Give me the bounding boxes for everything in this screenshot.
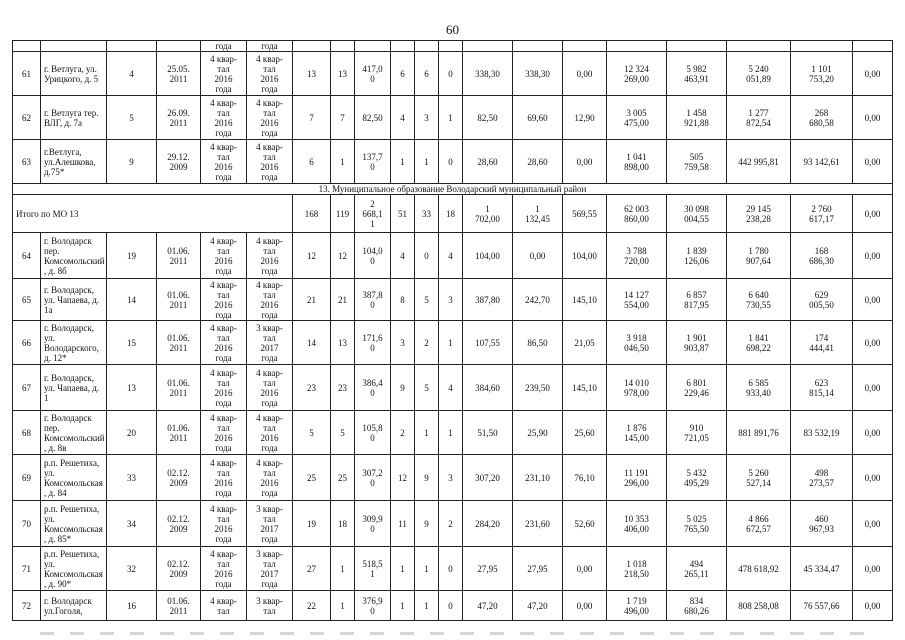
table-row — [13, 140, 893, 184]
cell: 4 квар- тал 2016 года — [201, 411, 247, 455]
cell: 4 квар- тал 2016 года — [247, 279, 293, 321]
cell: 0,00 — [853, 591, 893, 621]
total-cell: 569,55 — [563, 195, 607, 233]
cell: 14 127 554,00 — [607, 279, 667, 321]
cell: 21 — [331, 279, 355, 321]
cell: 01.06. 2011 — [157, 591, 201, 621]
cell: 1 876 145,00 — [607, 411, 667, 455]
total-cell: 1 702,00 — [463, 195, 513, 233]
cell: 82,50 — [463, 96, 513, 140]
cell: 27,95 — [463, 547, 513, 591]
cell: 1 — [439, 96, 463, 140]
cell: 21 — [293, 279, 331, 321]
page-number: 60 — [446, 22, 459, 37]
cell: 6 — [391, 52, 415, 96]
address-cell: г. Ветлуга, ул. Урицкого, д. 5 — [41, 52, 107, 96]
cell: 45 334,47 — [791, 547, 853, 591]
cell: 0 — [439, 52, 463, 96]
cell: 3 квар- тал 2017 года — [247, 501, 293, 547]
cell: 7 — [293, 96, 331, 140]
cell: 14 010 978,00 — [607, 365, 667, 411]
cell: 34 — [107, 501, 157, 547]
cell: 518,5 1 — [355, 547, 391, 591]
cell: 4 квар- тал 2016 года — [247, 96, 293, 140]
cell: 1 — [439, 321, 463, 365]
cell: 5 — [293, 411, 331, 455]
cell: 29.12. 2009 — [157, 140, 201, 184]
cell: 0,00 — [853, 52, 893, 96]
cell: 4 квар- тал 2016 года — [201, 365, 247, 411]
cell: 93 142,61 — [791, 140, 853, 184]
cell: 1 — [415, 547, 439, 591]
cell: 386,4 0 — [355, 365, 391, 411]
cell: года — [247, 41, 293, 52]
cell: 1 041 898,00 — [607, 140, 667, 184]
cell: 387,8 0 — [355, 279, 391, 321]
cell: 0,00 — [853, 279, 893, 321]
address-cell: г. Ветлуга тер. ВЛГ, д. 7а — [41, 96, 107, 140]
cell: 5 240 051,89 — [727, 52, 791, 96]
cell: 33 — [107, 455, 157, 501]
cell: 22 — [293, 591, 331, 621]
row-number-cell: 71 — [13, 547, 41, 591]
cell: 3 918 046,50 — [607, 321, 667, 365]
cell: 0,00 — [513, 233, 563, 279]
cell: 338,30 — [513, 52, 563, 96]
cell: 1 — [415, 411, 439, 455]
cell: 6 801 229,46 — [667, 365, 727, 411]
cell: 387,80 — [463, 279, 513, 321]
cell: 4 квар- тал 2016 года — [247, 455, 293, 501]
cell: 0,00 — [563, 591, 607, 621]
cell: 105,8 0 — [355, 411, 391, 455]
cell: 28,60 — [463, 140, 513, 184]
cell: 0,00 — [563, 52, 607, 96]
cell: 9 — [415, 455, 439, 501]
cell: 12 — [391, 455, 415, 501]
cell: 231,10 — [513, 455, 563, 501]
cell: 1 — [415, 591, 439, 621]
cell: 27 — [293, 547, 331, 591]
cell: 12 — [293, 233, 331, 279]
cell: 13 — [331, 321, 355, 365]
cell: 1 018 218,50 — [607, 547, 667, 591]
cell: 8 — [391, 279, 415, 321]
cell: 3 квар- тал 2017 года — [247, 321, 293, 365]
cell: 2 — [415, 321, 439, 365]
cell: 6 640 730,55 — [727, 279, 791, 321]
cell: 629 005,50 — [791, 279, 853, 321]
cell: 25,60 — [563, 411, 607, 455]
cell: 137,7 0 — [355, 140, 391, 184]
cell: 4 квар- тал 2016 года — [201, 455, 247, 501]
cell: 25 — [293, 455, 331, 501]
cell: 6 857 817,95 — [667, 279, 727, 321]
total-cell: 2 760 617,17 — [791, 195, 853, 233]
address-cell: р.п. Решетиха, ул. Комсомольская, д. 90* — [41, 547, 107, 591]
cell: 01.06. 2011 — [157, 365, 201, 411]
cell: 384,60 — [463, 365, 513, 411]
cell: 52,60 — [563, 501, 607, 547]
cell: 505 759,58 — [667, 140, 727, 184]
cell: 4 — [107, 52, 157, 96]
cell: 4 квар- тал 2016 года — [201, 140, 247, 184]
cell: 12,90 — [563, 96, 607, 140]
cell: 2 — [439, 501, 463, 547]
cell: 307,20 — [463, 455, 513, 501]
cell: 69,60 — [513, 96, 563, 140]
cell: 910 721,05 — [667, 411, 727, 455]
cell: 145,10 — [563, 365, 607, 411]
cell: 0,00 — [853, 233, 893, 279]
total-cell: 2 668,1 1 — [355, 195, 391, 233]
cell: 4 — [391, 96, 415, 140]
cell: 0 — [439, 547, 463, 591]
cell: 76 557,66 — [791, 591, 853, 621]
cell: 83 532,19 — [791, 411, 853, 455]
total-row — [13, 195, 893, 233]
cell: 47,20 — [463, 591, 513, 621]
cell: 242,70 — [513, 279, 563, 321]
cell: 4 квар- тал 2016 года — [201, 501, 247, 547]
cell: 4 — [439, 365, 463, 411]
cell: 5 260 527,14 — [727, 455, 791, 501]
row-number-cell: 65 — [13, 279, 41, 321]
table-row — [13, 411, 893, 455]
row-number-cell: 64 — [13, 233, 41, 279]
cell: 4 квар- тал 2016 года — [201, 52, 247, 96]
cell: 18 — [331, 501, 355, 547]
cell: 5 982 463,91 — [667, 52, 727, 96]
table-row — [13, 455, 893, 501]
cell: 4 квар- тал 2016 года — [247, 233, 293, 279]
cell: 2 — [391, 411, 415, 455]
cell: 3 — [391, 321, 415, 365]
address-cell: г. Володарск, ул. Володарского, д. 12* — [41, 321, 107, 365]
cell: 19 — [107, 233, 157, 279]
cell: года — [201, 41, 247, 52]
cell: 104,0 0 — [355, 233, 391, 279]
cell: 4 866 672,57 — [727, 501, 791, 547]
cell: 4 квар- тал — [201, 591, 247, 621]
cell: 0,00 — [853, 365, 893, 411]
cell: 0,00 — [853, 455, 893, 501]
cell: 107,55 — [463, 321, 513, 365]
cell: 0,00 — [853, 547, 893, 591]
cell: 0,00 — [853, 501, 893, 547]
cell: 1 458 921,88 — [667, 96, 727, 140]
row-number-cell: 63 — [13, 140, 41, 184]
cell: 9 — [391, 365, 415, 411]
cell: 3 — [415, 96, 439, 140]
cell: 01.06. 2011 — [157, 279, 201, 321]
cell: 1 — [391, 591, 415, 621]
table-row — [13, 501, 893, 547]
row-number-cell: 62 — [13, 96, 41, 140]
cell: 5 — [107, 96, 157, 140]
cell: 23 — [293, 365, 331, 411]
cell: 9 — [415, 501, 439, 547]
total-cell: 30 098 004,55 — [667, 195, 727, 233]
cell: 20 — [107, 411, 157, 455]
cell: 442 995,81 — [727, 140, 791, 184]
cell: 0 — [439, 591, 463, 621]
table-row — [13, 321, 893, 365]
cell: 1 901 903,87 — [667, 321, 727, 365]
cell: 1 — [415, 140, 439, 184]
address-cell: г. Володарск, ул. Чапаева, д. 1а — [41, 279, 107, 321]
address-cell: г. Володарск ул.Гоголя, — [41, 591, 107, 621]
cell: 4 — [391, 233, 415, 279]
cell: 3 — [439, 279, 463, 321]
cell: 168 686,30 — [791, 233, 853, 279]
cell: 86,50 — [513, 321, 563, 365]
cell: 4 квар- тал 2016 года — [247, 411, 293, 455]
cell: 0 — [415, 233, 439, 279]
cell: 494 265,11 — [667, 547, 727, 591]
cell: 6 — [415, 52, 439, 96]
table-row-partial — [13, 41, 893, 52]
cell: 12 — [331, 233, 355, 279]
cell: 02.12. 2009 — [157, 501, 201, 547]
cell: 338,30 — [463, 52, 513, 96]
cell: 231,60 — [513, 501, 563, 547]
cell: 0,00 — [853, 321, 893, 365]
cell: 21,05 — [563, 321, 607, 365]
cell: 6 — [293, 140, 331, 184]
cell: 376,9 0 — [355, 591, 391, 621]
cell: 7 — [331, 96, 355, 140]
cell: 16 — [107, 591, 157, 621]
cell: 460 967,93 — [791, 501, 853, 547]
cell: 0,00 — [853, 411, 893, 455]
cell: 19 — [293, 501, 331, 547]
cell: 268 680,58 — [791, 96, 853, 140]
cell: 14 — [107, 279, 157, 321]
cell: 4 квар- тал 2016 года — [247, 365, 293, 411]
cell: 0 — [439, 140, 463, 184]
cell: 4 квар- тал 2016 года — [201, 321, 247, 365]
cell: 11 — [391, 501, 415, 547]
cell: 3 788 720,00 — [607, 233, 667, 279]
cell: 13 — [331, 52, 355, 96]
address-cell: р.п. Решетиха, ул. Комсомольская, д. 85* — [41, 501, 107, 547]
scan-artifact — [40, 632, 880, 635]
cell: 13 — [107, 365, 157, 411]
total-label: Итого по МО 13 — [13, 195, 293, 233]
cell: 174 444,41 — [791, 321, 853, 365]
cell: 498 273,57 — [791, 455, 853, 501]
cell: 4 квар- тал 2016 года — [247, 140, 293, 184]
cell: 0,00 — [853, 140, 893, 184]
total-cell: 18 — [439, 195, 463, 233]
cell: 1 841 698,22 — [727, 321, 791, 365]
row-number-cell: 70 — [13, 501, 41, 547]
cell: 239,50 — [513, 365, 563, 411]
address-cell: г. Володарск, ул. Чапаева, д. 1 — [41, 365, 107, 411]
cell: 881 891,76 — [727, 411, 791, 455]
cell: 3 квар- тал 2017 года — [247, 547, 293, 591]
cell: 1 — [391, 547, 415, 591]
total-cell: 168 — [293, 195, 331, 233]
table-row — [13, 591, 893, 621]
cell: 5 — [331, 411, 355, 455]
cell: 171,6 0 — [355, 321, 391, 365]
cell: 11 191 296,00 — [607, 455, 667, 501]
cell: 3 — [439, 455, 463, 501]
cell: 104,00 — [563, 233, 607, 279]
cell: 3 квар- тал — [247, 591, 293, 621]
table-row — [13, 96, 893, 140]
address-cell: г. Володарск пер. Комсомольский, д. 8в — [41, 411, 107, 455]
cell: 4 квар- тал 2016 года — [201, 279, 247, 321]
cell: 27,95 — [513, 547, 563, 591]
cell: 0,00 — [853, 96, 893, 140]
total-cell: 119 — [331, 195, 355, 233]
cell: 4 — [439, 233, 463, 279]
cell: 145,10 — [563, 279, 607, 321]
cell: 4 квар- тал 2016 года — [201, 233, 247, 279]
cell: 1 — [439, 411, 463, 455]
cell: 0,00 — [563, 547, 607, 591]
cell: 15 — [107, 321, 157, 365]
cell: 1 101 753,20 — [791, 52, 853, 96]
cell: 1 — [331, 547, 355, 591]
table-row — [13, 365, 893, 411]
table-row — [13, 233, 893, 279]
cell: 1 277 872,54 — [727, 96, 791, 140]
cell: 14 — [293, 321, 331, 365]
row-number-cell: 66 — [13, 321, 41, 365]
cell: 1 — [331, 591, 355, 621]
total-cell: 62 003 860,00 — [607, 195, 667, 233]
total-cell: 33 — [415, 195, 439, 233]
cell: 01.06. 2011 — [157, 321, 201, 365]
row-number-cell: 67 — [13, 365, 41, 411]
table-row — [13, 279, 893, 321]
cell: 5 — [415, 365, 439, 411]
address-cell: г.Ветлуга, ул.Алешкова, д.75* — [41, 140, 107, 184]
cell: 6 585 933,40 — [727, 365, 791, 411]
cell: 01.06. 2011 — [157, 411, 201, 455]
cell: 32 — [107, 547, 157, 591]
cell: 25.05. 2011 — [157, 52, 201, 96]
cell: 28,60 — [513, 140, 563, 184]
cell: 1 839 126,06 — [667, 233, 727, 279]
address-cell: г. Володарск пер. Комсомольский, д. 8б — [41, 233, 107, 279]
cell: 76,10 — [563, 455, 607, 501]
cell: 25 — [331, 455, 355, 501]
cell: 0,00 — [563, 140, 607, 184]
cell: 1 — [331, 140, 355, 184]
total-cell: 29 145 238,28 — [727, 195, 791, 233]
cell: 9 — [107, 140, 157, 184]
cell: 12 324 269,00 — [607, 52, 667, 96]
cell: 02.12. 2009 — [157, 455, 201, 501]
cell: 23 — [331, 365, 355, 411]
cell: 417,0 0 — [355, 52, 391, 96]
address-cell: р.п. Решетиха, ул. Комсомольская, д. 84 — [41, 455, 107, 501]
cell: 4 квар- тал 2016 года — [201, 96, 247, 140]
table-row — [13, 547, 893, 591]
row-number-cell: 69 — [13, 455, 41, 501]
cell: 01.06. 2011 — [157, 233, 201, 279]
cell: 104,00 — [463, 233, 513, 279]
housing-program-table — [12, 40, 893, 621]
cell: 1 — [391, 140, 415, 184]
cell: 26.09. 2011 — [157, 96, 201, 140]
cell: 834 680,26 — [667, 591, 727, 621]
cell: 4 квар- тал 2016 года — [201, 547, 247, 591]
cell: 808 258,08 — [727, 591, 791, 621]
section-header-row — [13, 184, 893, 195]
cell: 4 квар- тал 2016 года — [247, 52, 293, 96]
cell: 5 432 495,29 — [667, 455, 727, 501]
row-number-cell: 68 — [13, 411, 41, 455]
total-cell: 51 — [391, 195, 415, 233]
total-cell: 1 132,45 — [513, 195, 563, 233]
cell: 309,9 0 — [355, 501, 391, 547]
cell: 623 815,14 — [791, 365, 853, 411]
cell: 10 353 406,00 — [607, 501, 667, 547]
cell: 5 025 765,50 — [667, 501, 727, 547]
cell: 47,20 — [513, 591, 563, 621]
section-title: 13. Муниципальное образование Володарский муниципальный район — [13, 184, 893, 195]
row-number-cell: 72 — [13, 591, 41, 621]
table-row — [13, 52, 893, 96]
cell: 3 005 475,00 — [607, 96, 667, 140]
row-number-cell: 61 — [13, 52, 41, 96]
cell: 25,90 — [513, 411, 563, 455]
cell: 284,20 — [463, 501, 513, 547]
cell: 82,50 — [355, 96, 391, 140]
cell: 5 — [415, 279, 439, 321]
cell: 02.12. 2009 — [157, 547, 201, 591]
cell: 478 618,92 — [727, 547, 791, 591]
cell: 51,50 — [463, 411, 513, 455]
cell: 1 719 496,00 — [607, 591, 667, 621]
total-cell: 0,00 — [853, 195, 893, 233]
cell: 13 — [293, 52, 331, 96]
cell: 307,2 0 — [355, 455, 391, 501]
cell: 1 780 907,64 — [727, 233, 791, 279]
